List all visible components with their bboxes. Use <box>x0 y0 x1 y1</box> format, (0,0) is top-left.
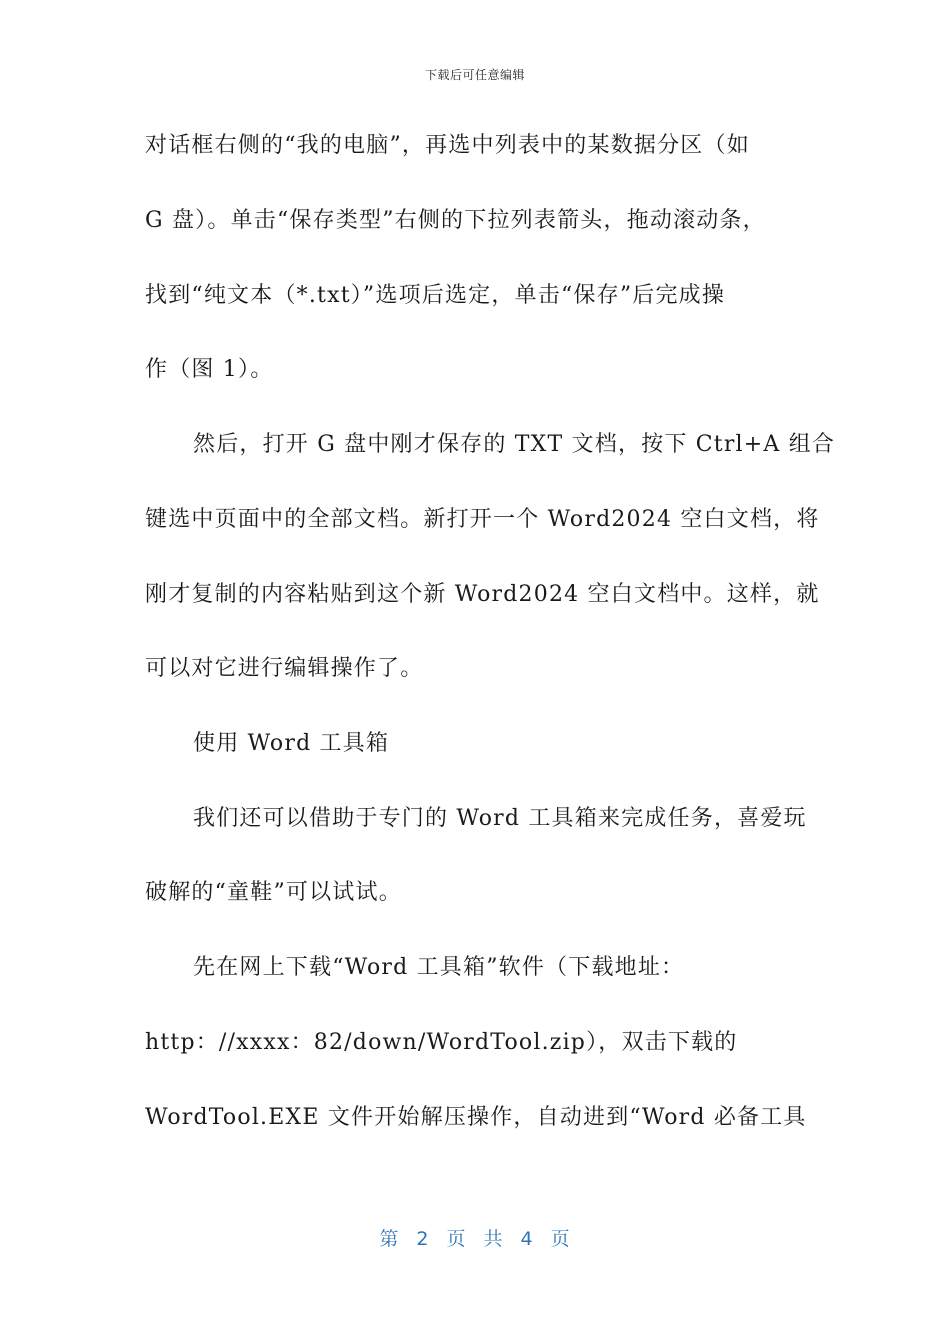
body-line: 可以对它进行编辑操作了。 <box>145 656 424 681</box>
section-heading: 使用 Word 工具箱 <box>193 731 390 756</box>
body-line: 键选中页面中的全部文档。新打开一个 Word2024 空白文档，将 <box>145 507 820 532</box>
body-line: 刚才复制的内容粘贴到这个新 Word2024 空白文档中。这样，就 <box>145 582 820 607</box>
body-line: 我们还可以借助于专门的 Word 工具箱来完成任务，喜爱玩 <box>193 806 807 831</box>
body-line: 然后，打开 G 盘中刚才保存的 TXT 文档，按下 Ctrl+A 组合 <box>193 432 836 457</box>
body-line: 先在网上下载“Word 工具箱”软件（下载地址： <box>193 955 685 980</box>
body-line: 作（图 1）。 <box>145 357 274 382</box>
page-header-note: 下载后可任意编辑 <box>424 68 525 82</box>
body-line: 对话框右侧的“我的电脑”，再选中列表中的某数据分区（如 <box>145 133 750 158</box>
body-line: 破解的“童鞋”可以试试。 <box>145 880 402 905</box>
body-line: http：//xxxx：82/down/WordTool.zip），双击下载的 <box>145 1030 738 1055</box>
body-line: 找到“纯文本（*.txt）”选项后选定，单击“保存”后完成操 <box>145 283 726 308</box>
body-line: WordTool.EXE 文件开始解压操作，自动进到“Word 必备工具 <box>145 1105 807 1130</box>
page-number-footer: 第 2 页 共 4 页 <box>379 1228 571 1250</box>
body-line: G 盘）。单击“保存类型”右侧的下拉列表箭头，拖动滚动条， <box>145 208 766 233</box>
